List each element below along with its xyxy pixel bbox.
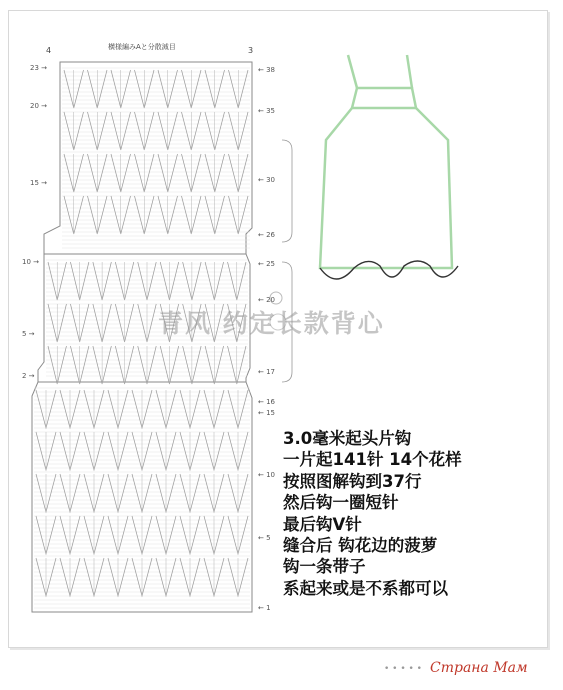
row-label-right: ← 5 — [258, 534, 271, 542]
row-label-right: ← 30 — [258, 176, 275, 184]
row-label-left: 20 → — [30, 102, 47, 110]
row-label-right: ← 35 — [258, 107, 275, 115]
row-label-left: 5 → — [22, 330, 35, 338]
note-line: 最后钩V针 — [283, 514, 362, 534]
row-label-right: ← 17 — [258, 368, 275, 376]
row-label-right: ← 10 — [258, 471, 275, 479]
site-logo[interactable]: Страна Мам — [430, 660, 528, 676]
row-label-right: ← 25 — [258, 260, 275, 268]
bracket-top — [282, 140, 292, 242]
column-number-right: 3 — [248, 46, 254, 55]
row-label-right: ← 1 — [258, 604, 271, 612]
row-label-right: ← 15 — [258, 409, 275, 417]
row-label-right: ← 16 — [258, 398, 275, 406]
row-label-right: ← 26 — [258, 231, 275, 239]
note-line: 钩一条带子 — [283, 557, 366, 577]
column-number-left: 4 — [46, 46, 52, 55]
note-line: 一片起141针 14个花样 — [283, 450, 462, 470]
watermark: 青风 约定长款背心 — [158, 309, 385, 338]
chart-outline — [44, 62, 252, 254]
row-label-left: 2 → — [22, 372, 35, 380]
note-line: 3.0毫米起头片钩 — [283, 429, 412, 448]
note-line: 按照图解钩到37行 — [283, 471, 422, 491]
note-line: 缝合后 钩花边的菠萝 — [283, 536, 438, 556]
row-label-right: ← 38 — [258, 66, 275, 74]
row-label-left: 23 → — [30, 64, 47, 72]
dress-diagram — [320, 55, 458, 279]
instruction-notes — [283, 428, 543, 599]
logo-dots-icon: • • • • • — [384, 664, 422, 674]
chart-title: 横様編みAと分散減目 — [108, 43, 176, 51]
row-label-left: 15 → — [30, 179, 47, 187]
row-label-right: ← 20 — [258, 296, 275, 304]
note-line: 然后钩一圈短针 — [283, 493, 399, 513]
note-line: 系起来或是不系都可以 — [283, 578, 448, 598]
scallop-edge — [320, 261, 458, 279]
row-label-left: 10 → — [22, 258, 39, 266]
